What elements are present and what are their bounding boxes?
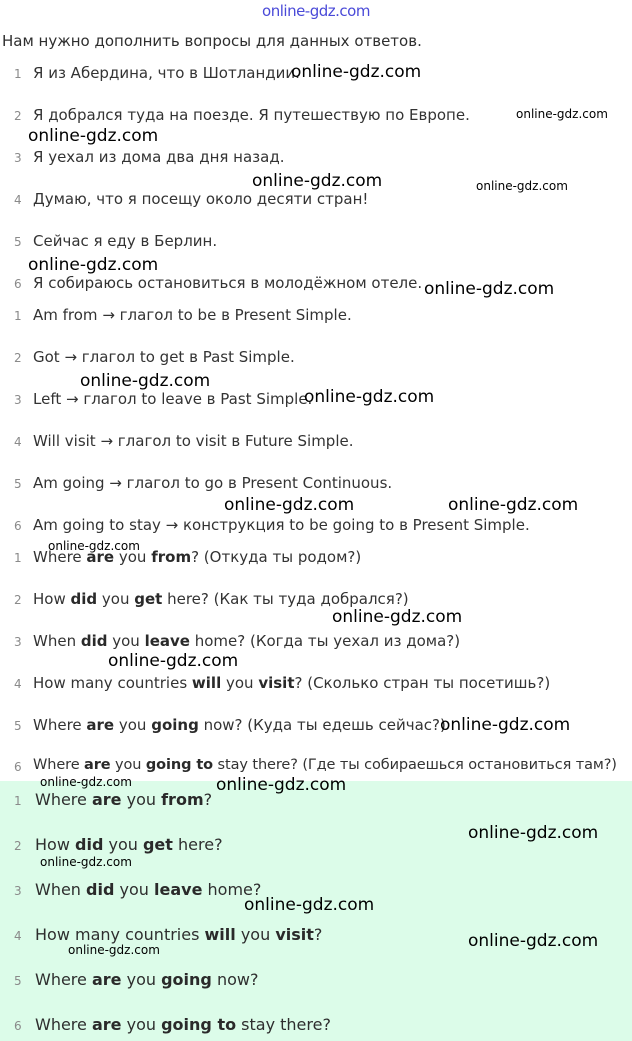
item-text: When did you leave home? (Когда ты уехал из дома?) [33, 632, 461, 650]
item-number: 3 [14, 884, 22, 898]
item-text: Where are you going to stay there? [35, 1015, 331, 1034]
watermark: online-gdz.com [304, 387, 435, 407]
item-text: How did you get here? (Как ты туда добрался?) [33, 590, 409, 608]
watermark: online-gdz.com [28, 255, 159, 275]
item-number: 3 [14, 393, 22, 407]
item-text: Я собираюсь остановиться в молодёжном отеле. [33, 274, 423, 292]
watermark: online-gdz.com [40, 775, 132, 789]
item-text: Where are you going now? (Куда ты едешь сейчас?) [33, 716, 446, 734]
item-number: 2 [14, 351, 22, 365]
item-number: 3 [14, 151, 22, 165]
item-number: 6 [14, 760, 22, 774]
item-text: Will visit → глагол to visit в Future Simple. [33, 432, 354, 450]
item-number: 6 [14, 277, 22, 291]
item-text: When did you leave home? [35, 880, 262, 899]
item-number: 4 [14, 677, 22, 691]
watermark: online-gdz.com [108, 651, 239, 671]
item-text: Where are you going to stay there? (Где ты собираешься остановиться там?) [33, 757, 617, 773]
watermark: online-gdz.com [48, 539, 140, 553]
item-text: Я уехал из дома два дня назад. [33, 148, 285, 166]
item-text: Am from → глагол to be в Present Simple. [33, 306, 352, 324]
item-text: How many countries will you visit? (Сколько стран ты посетишь?) [33, 674, 551, 692]
item-number: 1 [14, 309, 22, 323]
item-number: 2 [14, 839, 22, 853]
item-number: 5 [14, 477, 22, 491]
watermark: online-gdz.com [468, 931, 599, 951]
watermark: online-gdz.com [68, 943, 160, 957]
item-text: How many countries will you visit? [35, 925, 323, 944]
watermark: online-gdz.com [468, 823, 599, 843]
item-number: 4 [14, 193, 22, 207]
watermark: online-gdz.com [476, 179, 568, 193]
item-text: Left → глагол to leave в Past Simple. [33, 390, 313, 408]
item-number: 6 [14, 519, 22, 533]
item-number: 2 [14, 109, 22, 123]
item-text: Сейчас я еду в Берлин. [33, 232, 218, 250]
item-text: How did you get here? [35, 835, 223, 854]
watermark: online-gdz.com [216, 775, 347, 795]
watermark: online-gdz.com [516, 107, 608, 121]
watermark: online-gdz.com [28, 126, 159, 146]
item-number: 5 [14, 974, 22, 988]
watermark: online-gdz.com [244, 895, 375, 915]
item-text: Am going to stay → конструкция to be going to в Present Simple. [33, 516, 530, 534]
item-text: Думаю, что я посещу около десяти стран! [33, 190, 369, 208]
item-number: 4 [14, 435, 22, 449]
watermark: online-gdz.com [40, 855, 132, 869]
site-link[interactable]: online-gdz.com [262, 2, 370, 20]
item-text: Я из Абердина, что в Шотландии. [33, 64, 300, 82]
item-number: 1 [14, 67, 22, 81]
intro-text: Нам нужно дополнить вопросы для данных ответов. [2, 32, 422, 50]
watermark: online-gdz.com [448, 495, 579, 515]
watermark: online-gdz.com [424, 279, 555, 299]
item-text: Got → глагол to get в Past Simple. [33, 348, 295, 366]
item-number: 4 [14, 929, 22, 943]
item-number: 3 [14, 635, 22, 649]
item-text: Я добрался туда на поезде. Я путешествую по Европе. [33, 106, 470, 124]
watermark: online-gdz.com [291, 62, 422, 82]
item-text: Am going → глагол to go в Present Continuous. [33, 474, 393, 492]
watermark: online-gdz.com [332, 607, 463, 627]
item-number: 6 [14, 1019, 22, 1033]
item-number: 5 [14, 719, 22, 733]
item-number: 2 [14, 593, 22, 607]
item-number: 1 [14, 794, 22, 808]
watermark: online-gdz.com [252, 171, 383, 191]
watermark: online-gdz.com [440, 715, 571, 735]
item-text: Where are you from? (Откуда ты родом?) [33, 548, 362, 566]
item-number: 5 [14, 235, 22, 249]
item-text: Where are you from? [35, 790, 213, 809]
watermark: online-gdz.com [224, 495, 355, 515]
item-number: 1 [14, 551, 22, 565]
item-text: Where are you going now? [35, 970, 259, 989]
watermark: online-gdz.com [80, 371, 211, 391]
